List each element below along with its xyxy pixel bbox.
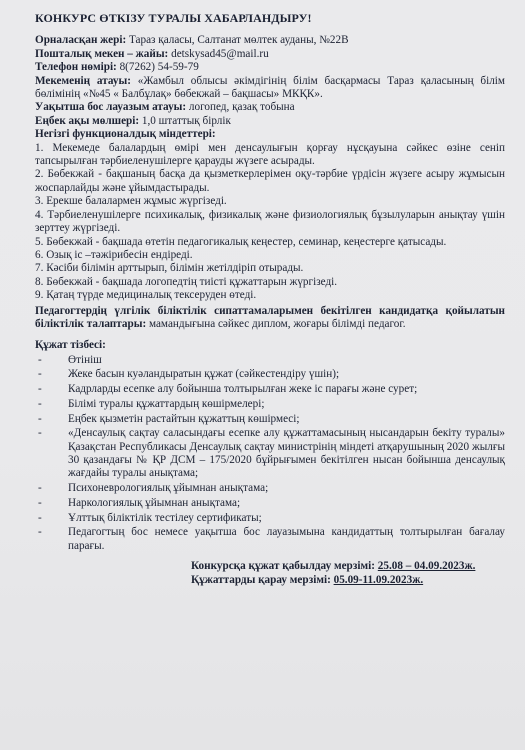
- duty-item: 9. Қатаң түрде медициналық тексеруден өтеді.: [35, 289, 257, 302]
- address-value: Тараз қаласы, Салтанат мөлтек ауданы, №22В: [128, 34, 349, 47]
- documents-title: Құжат тізбесі:: [35, 339, 106, 352]
- info-address: [35, 34, 505, 47]
- duty-item: 4. Тәрбиеленушілерге психикалық, физикалық және физиологиялық бұзылуларын анықтау үшін зерттеу жүргізеді.: [35, 208, 505, 235]
- document-item: - Педагогтың бос немесе уақытша бос лауазымына кандидаттың толтырылған бағалау парағы.: [38, 526, 505, 552]
- duty-item: 1. Мекемеде балалардың өмірі мен денсаулығын қорғау нұсқауына сәйкес өзіне сеніп тапсырылған тәрбиеленушілерге қарауды жүзеге асырады.: [35, 141, 505, 168]
- document-title: КОНКУРС ӨТКІЗУ ТУРАЛЫ ХАБАРЛАНДЫРУ!: [35, 11, 312, 25]
- duty-item: 3. Ерекше балалармен жұмыс жүргізеді.: [35, 195, 227, 208]
- document-item: - Жеке басын куәландыратын құжат (сәйкестендіру үшін);: [38, 368, 340, 381]
- document-item-text: «Денсаулық сақтау саласындағы есепке алу құжаттамасының нысандарын бекіту туралы» Қазақстан Республикасы Денсаулық сақтау министрінің міндеті атқарушының 2020 жылғы 30 қазандағы № ҚР ДСМ – 175/2020 бұйрығымен бекітілген нысан бойынша денсаулық жағдайы туралы анықтама;: [68, 427, 505, 480]
- address-label: Орналасқан жері:: [35, 34, 127, 47]
- document-item: - Еңбек қызметін растайтын құжаттың көшірмесі;: [38, 412, 300, 425]
- document-body: [35, 12, 505, 587]
- organization-value: «Жамбыл облысы әкімдігінің білім басқармасы Тараз қаласының білім бөлімінің «№45 « Балбұлақ» бөбекжай – бақшасы» МКҚК».: [35, 74, 505, 101]
- duty-item: 7. Кәсіби білімін арттырып, білімін жетілдіріп отырады.: [35, 262, 304, 275]
- document-item: - Ұлттық біліктілік тестілеу сертификаты;: [38, 511, 262, 524]
- deadline-accept-value: 25.08 – 04.09.2023ж.: [377, 560, 476, 573]
- email-value: detskysad45@mail.ru: [171, 47, 269, 60]
- requirements-value: мамандығына сәйкес диплом, жоғары білімді педагог.: [148, 317, 406, 330]
- duty-item: 5. Бөбекжай - бақшада өтетін педагогикалық кеңестер, семинар, кеңестерге қатысады.: [35, 235, 447, 248]
- document-item: - Наркологиялық ұйымнан анықтама;: [38, 496, 241, 509]
- deadline-accept-label: Конкурсқа құжат қабылдау мерзімі:: [191, 560, 375, 573]
- deadline-accept: [191, 560, 505, 573]
- vacancy-value: логопед, қазақ тобына: [188, 101, 295, 114]
- document-item-text: Еңбек қызметін растайтын құжаттың көшірмесі;: [68, 412, 300, 425]
- document-item: - Психоневрологиялық ұйымнан анықтама;: [38, 482, 269, 495]
- document-item-text: Өтініш: [68, 353, 102, 366]
- organization-name: [35, 75, 505, 102]
- document-item-text: Педагогтың бос немесе уақытша бос лауазымына кандидаттың толтырылған бағалау парағы.: [68, 526, 505, 552]
- vacancy-label: Уақытша бос лауазым атауы:: [35, 101, 187, 114]
- salary-label: Еңбек ақы мөлшері:: [35, 114, 140, 127]
- document-item: - «Денсаулық сақтау саласындағы есепке алу құжаттамасының нысандарын бекіту туралы» Қазақстан Республикасы Денсаулық сақтау министрінің міндеті атқарушының 2020 жылғы 30 қазандағы № ҚР ДСМ – 175/2020 бұйрығымен бекітілген нысан бойынша денсаулық жағдайы туралы анықтама;: [38, 427, 505, 480]
- phone-label: Телефон нөмірі:: [35, 61, 117, 74]
- requirements-label: Педагогтердің үлгілік біліктілік сипаттамаларымен бекітілген кандидатқа қойылатын біліктілік талаптары:: [35, 304, 505, 330]
- deadline-review-label: Құжаттарды қарау мерзімі:: [191, 573, 331, 586]
- document-item-text: Жеке басын куәландыратын құжат (сәйкестендіру үшін);: [68, 368, 340, 381]
- duty-item: 6. Озық іс –тәжірибесін ендіреді.: [35, 248, 193, 261]
- document-item-text: Ұлттық біліктілік тестілеу сертификаты;: [68, 511, 262, 524]
- document-item: - Білімі туралы құжаттардың көшірмелері;: [38, 397, 265, 410]
- documents-list: [35, 354, 505, 553]
- document-item: - Өтініш: [38, 353, 102, 366]
- document-item: - Кадрларды есепке алу бойынша толтырылған жеке іс парағы және сурет;: [38, 383, 418, 396]
- info-phone: [35, 61, 505, 74]
- duties-title: Негізгі функционалдық міндеттері:: [35, 128, 216, 141]
- duties-list: [35, 142, 505, 303]
- deadline-review-value: 05.09-11.09.2023ж.: [333, 573, 424, 586]
- document-item-text: Білімі туралы құжаттардың көшірмелері;: [68, 397, 265, 410]
- deadlines: [191, 560, 505, 587]
- duty-item: 2. Бөбекжай - бақшаның басқа да қызметкерлерімен оқу-тәрбие үрдісін жүзеге асыру жұмысын жоспарлайды және ұйымдастырады.: [35, 168, 505, 194]
- document-item-text: Кадрларды есепке алу бойынша толтырылған жеке іс парағы және сурет;: [68, 383, 418, 396]
- info-email: [35, 48, 505, 61]
- deadline-review: [191, 574, 505, 587]
- phone-value: 8(7262) 54-59-79: [119, 61, 199, 74]
- email-label: Пошталық мекен – жайы:: [35, 47, 169, 60]
- document-item-text: Психоневрологиялық ұйымнан анықтама;: [68, 482, 269, 495]
- salary: [35, 115, 505, 128]
- salary-value: 1,0 штаттық бірлік: [141, 114, 231, 127]
- document-item-text: Наркологиялық ұйымнан анықтама;: [68, 496, 241, 509]
- duty-item: 8. Бөбекжай - бақшада логопедтің тиісті құжаттарын жүргізеді.: [35, 275, 338, 288]
- qualification-requirements: [35, 305, 505, 332]
- organization-label: Мекеменің атауы:: [35, 74, 131, 87]
- vacancy: [35, 101, 505, 114]
